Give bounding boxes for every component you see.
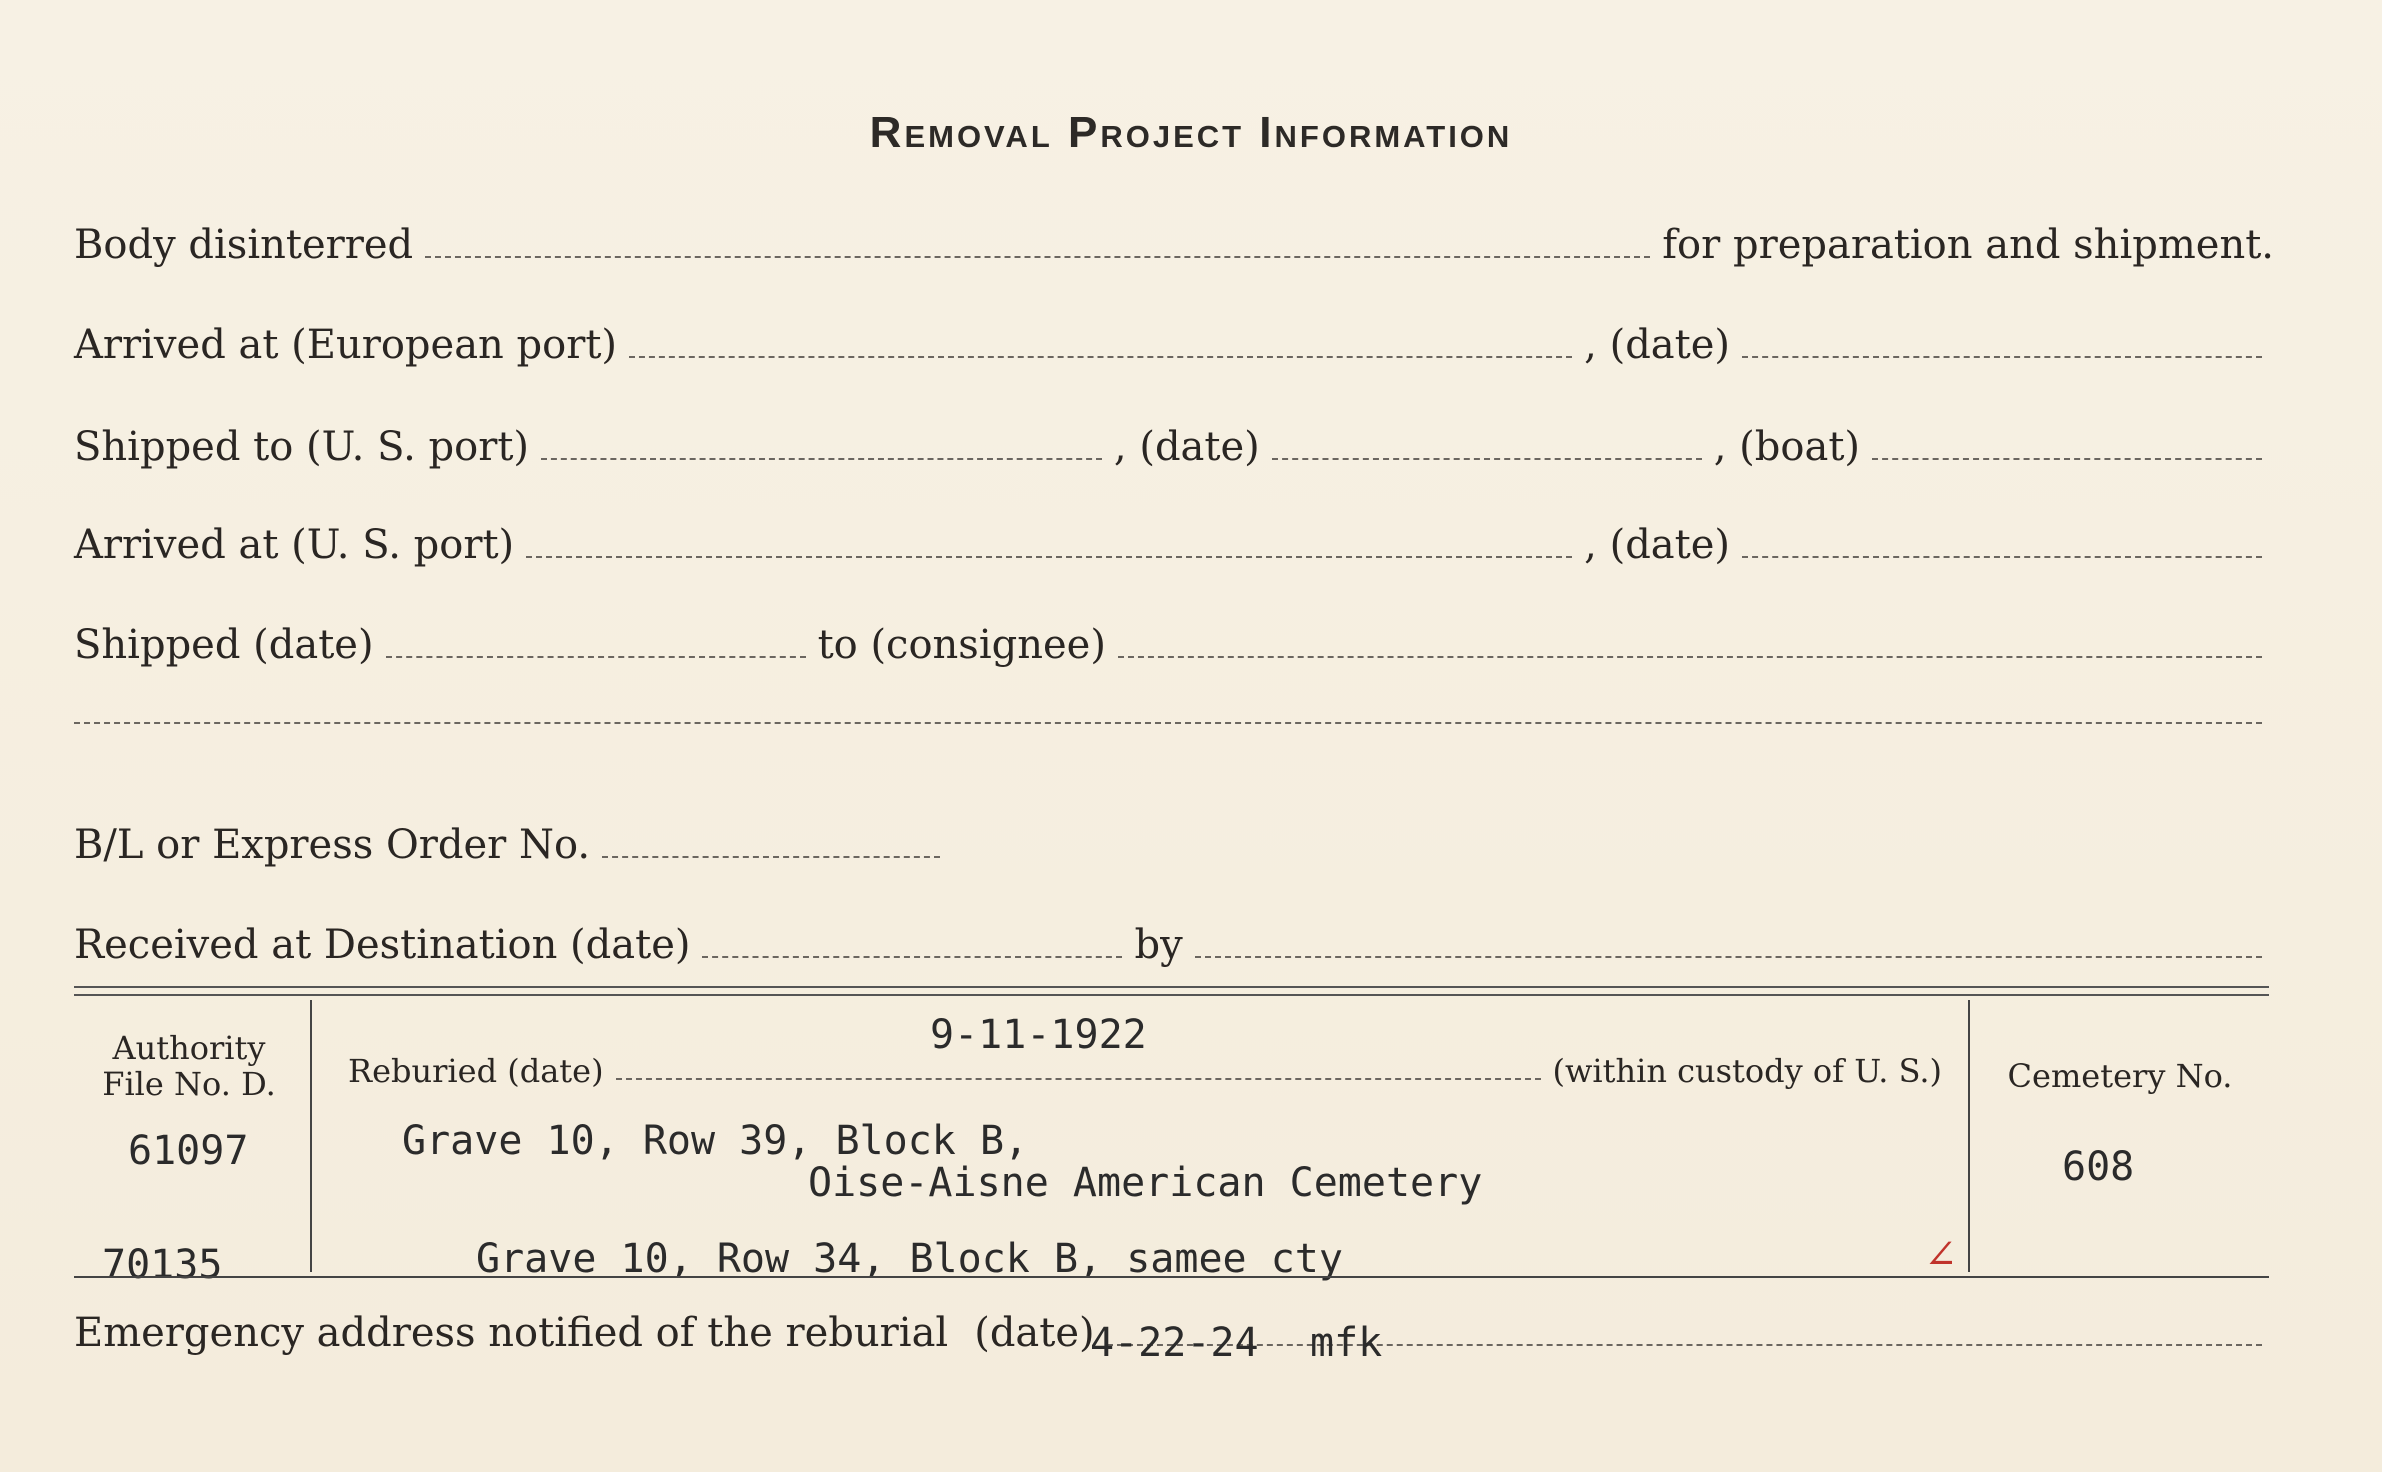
blank-line <box>74 722 2262 724</box>
grave-line-2: Oise-Aisne American Cemetery <box>808 1160 1483 1206</box>
label-emergency-date: (date) <box>974 1310 1095 1356</box>
blank-line <box>386 656 806 658</box>
label-body-disinterred: Body disinterred <box>74 222 414 268</box>
blank-line <box>702 956 1122 958</box>
label-arrived-us: Arrived at (U. S. port) <box>74 522 515 568</box>
blank-line <box>1118 656 2262 658</box>
emergency-date-value: 4-22-24 <box>1090 1320 1259 1366</box>
authority-label <box>84 1030 294 1102</box>
row-bl-order <box>74 822 952 868</box>
label-date: , (date) <box>1584 322 1730 368</box>
label-boat: , (boat) <box>1713 424 1860 470</box>
label-date: , (date) <box>1113 424 1260 470</box>
blank-line <box>425 256 1650 258</box>
row-body-disinterred <box>74 222 2274 268</box>
label-arrived-european: Arrived at (European port) <box>74 322 618 368</box>
table-divider-right <box>1968 1000 1970 1272</box>
emergency-initials: mfk <box>1310 1320 1383 1366</box>
table-divider-left <box>310 1000 312 1272</box>
grave-line-3: Grave 10, Row 34, Block B, samee cty <box>476 1236 1343 1282</box>
label-shipped-date: Shipped (date) <box>74 622 374 668</box>
cemetery-no-label: Cemetery No. <box>2007 1057 2233 1095</box>
blank-line <box>1195 956 2262 958</box>
table-bottom-rule <box>74 1276 2269 1278</box>
table-top-rule <box>74 986 2269 996</box>
blank-line <box>1272 458 1702 460</box>
check-mark-icon: ∠ <box>1924 1232 1958 1278</box>
blank-line <box>629 356 1572 358</box>
reburied-date-value: 9-11-1922 <box>930 1012 1147 1058</box>
authority-label-line-1: Authority <box>112 1029 266 1067</box>
file-no-1: 61097 <box>128 1128 249 1174</box>
row-shipped-to <box>74 424 2274 470</box>
row-arrived-us <box>74 522 2274 568</box>
label-received-destination: Received at Destination (date) <box>74 922 691 968</box>
grave-line-1: Grave 10, Row 39, Block B, <box>402 1118 1029 1164</box>
blank-line <box>602 856 940 858</box>
row-shipped-date <box>74 622 2274 668</box>
blank-line <box>526 556 1572 558</box>
row-arrived-european <box>74 322 2274 368</box>
blank-line <box>1742 556 2262 558</box>
label-bl-order: B/L or Express Order No. <box>74 822 591 868</box>
blank-line <box>1872 458 2262 460</box>
row-blank <box>74 722 2274 734</box>
label-within-custody: (within custody of U. S.) <box>1552 1052 1942 1090</box>
label-to-consignee: to (consignee) <box>817 622 1106 668</box>
label-reburied-date: Reburied (date) <box>348 1052 604 1090</box>
blank-line <box>1742 356 2262 358</box>
label-shipped-to: Shipped to (U. S. port) <box>74 424 529 470</box>
label-for-preparation: for preparation and shipment. <box>1662 222 2274 268</box>
blank-line <box>1107 1344 2262 1346</box>
label-by: by <box>1134 922 1183 968</box>
label-emergency: Emergency address notified of the reburial <box>74 1310 949 1356</box>
file-no-2: 70135 <box>102 1242 223 1288</box>
cemetery-no-value: 608 <box>2062 1144 2135 1190</box>
card-title: Removal Project Information <box>869 108 1513 157</box>
row-received-destination <box>74 922 2274 968</box>
blank-line <box>616 1078 1541 1080</box>
authority-label-line-2: File No. D. <box>102 1065 276 1103</box>
label-date: , (date) <box>1584 522 1730 568</box>
blank-line <box>541 458 1102 460</box>
